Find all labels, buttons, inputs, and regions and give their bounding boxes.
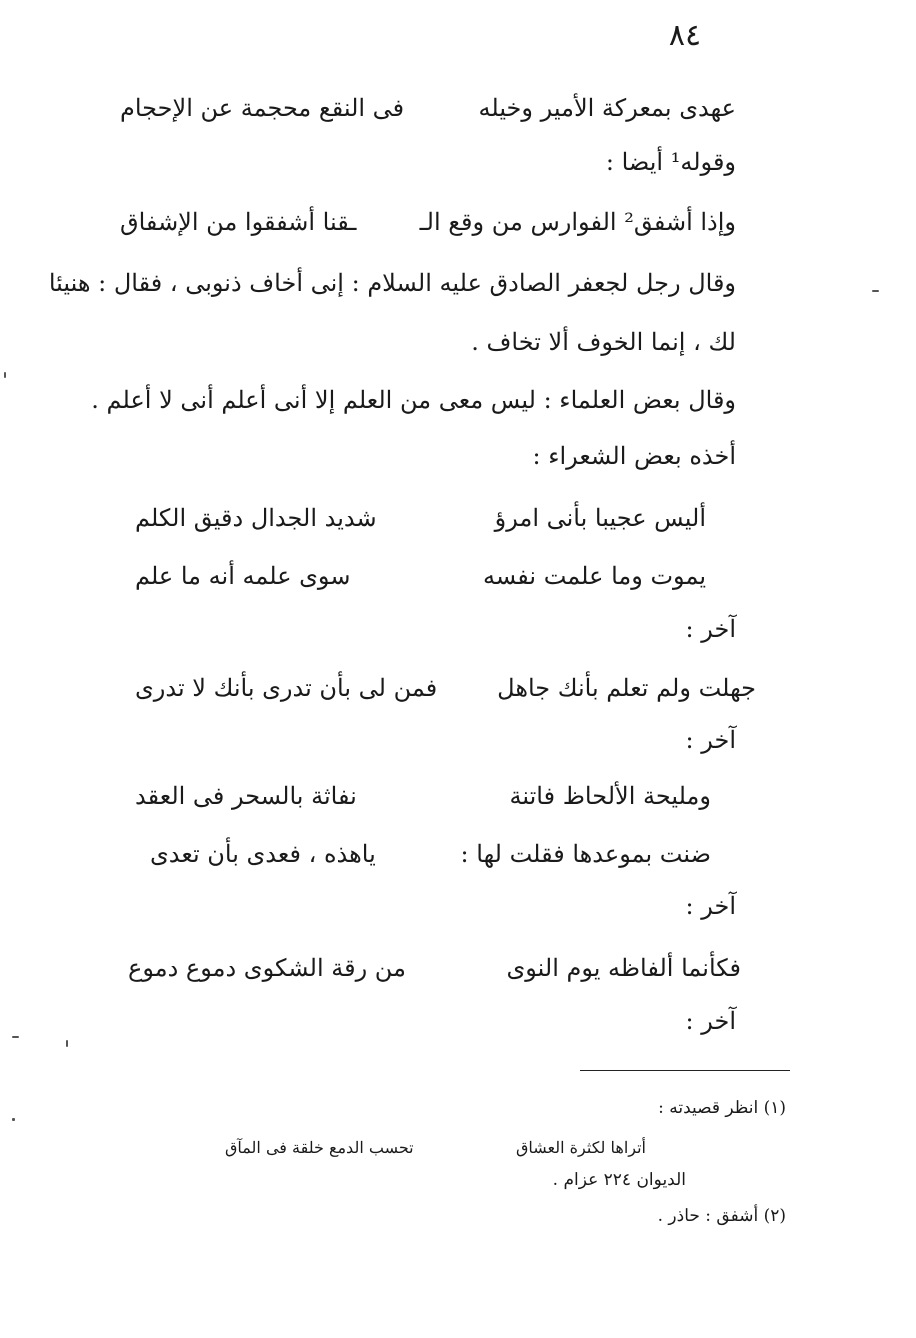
scan-speck bbox=[872, 290, 879, 292]
verse-first-hemistich: أليس عجيبا بأنى امرؤ bbox=[494, 504, 706, 532]
prose-line: آخر : bbox=[685, 892, 736, 920]
footnote-divider bbox=[580, 1070, 790, 1071]
prose-line: وقوله¹ أيضا : bbox=[605, 148, 736, 176]
verse-second-hemistich: شديد الجدال دقيق الكلم bbox=[135, 504, 377, 532]
verse-line bbox=[120, 88, 736, 128]
verse-line bbox=[135, 668, 756, 708]
verse-first-hemistich: عهدى بمعركة الأمير وخيله bbox=[478, 94, 736, 122]
verse-line bbox=[128, 948, 741, 988]
prose-line: آخر : bbox=[685, 615, 736, 643]
verse-line bbox=[120, 202, 736, 242]
verse-line bbox=[150, 834, 711, 874]
verse-second-hemistich: فى النقع محجمة عن الإحجام bbox=[120, 94, 405, 122]
verse-line bbox=[135, 556, 706, 596]
verse-line bbox=[135, 498, 706, 538]
page-number: ٨٤ bbox=[668, 18, 702, 53]
prose-line: لك ، إنما الخوف ألا تخاف . bbox=[471, 328, 736, 356]
footnote-1-label: (١) انظر قصيدته : bbox=[658, 1098, 786, 1118]
scan-speck bbox=[4, 372, 6, 378]
footnote-verse-first-hemistich: أتراها لكثرة العشاق bbox=[515, 1138, 646, 1157]
scan-speck bbox=[12, 1036, 19, 1038]
verse-first-hemistich: جهلت ولم تعلم بأنك جاهل bbox=[497, 674, 756, 702]
verse-first-hemistich: وإذا أشفق² الفوارس من وقع الـ bbox=[419, 208, 736, 236]
verse-second-hemistich: نفاثة بالسحر فى العقد bbox=[135, 782, 357, 810]
prose-line: وقال رجل لجعفر الصادق عليه السلام : إنى أخاف ذنوبى ، فقال : هنيئا bbox=[48, 269, 736, 297]
scan-speck bbox=[66, 1040, 68, 1047]
verse-second-hemistich: فمن لى بأن تدرى بأنك لا تدرى bbox=[135, 674, 438, 702]
verse-second-hemistich: سوى علمه أنه ما علم bbox=[135, 562, 351, 590]
verse-first-hemistich: ومليحة الألحاظ فاتنة bbox=[509, 782, 711, 810]
footnote-2: (٢) أشفق : حاذر . bbox=[657, 1206, 786, 1226]
verse-first-hemistich: يموت وما علمت نفسه bbox=[483, 562, 706, 590]
prose-line: وقال بعض العلماء : ليس معى من العلم إلا أنى أعلم أنى لا أعلم . bbox=[91, 386, 736, 414]
verse-second-hemistich: من رقة الشكوى دموع دموع bbox=[128, 954, 406, 982]
footnote-verse bbox=[225, 1134, 646, 1162]
verse-line bbox=[135, 776, 711, 816]
scan-speck bbox=[12, 1118, 15, 1121]
verse-first-hemistich: فكأنما ألفاظه يوم النوى bbox=[506, 954, 741, 982]
prose-line: أخذه بعض الشعراء : bbox=[532, 442, 736, 470]
verse-second-hemistich: ياهذه ، فعدى بأن تعدى bbox=[150, 840, 376, 868]
footnote-1-source: الديوان ٢٢٤ عزام . bbox=[552, 1170, 686, 1190]
verse-second-hemistich: ـقنا أشفقوا من الإشفاق bbox=[120, 208, 357, 236]
verse-first-hemistich: ضنت بموعدها فقلت لها : bbox=[460, 840, 711, 868]
prose-line: آخر : bbox=[685, 726, 736, 754]
footnote-verse-second-hemistich: تحسب الدمع خلقة فى المآق bbox=[225, 1138, 414, 1157]
prose-line: آخر : bbox=[685, 1007, 736, 1035]
